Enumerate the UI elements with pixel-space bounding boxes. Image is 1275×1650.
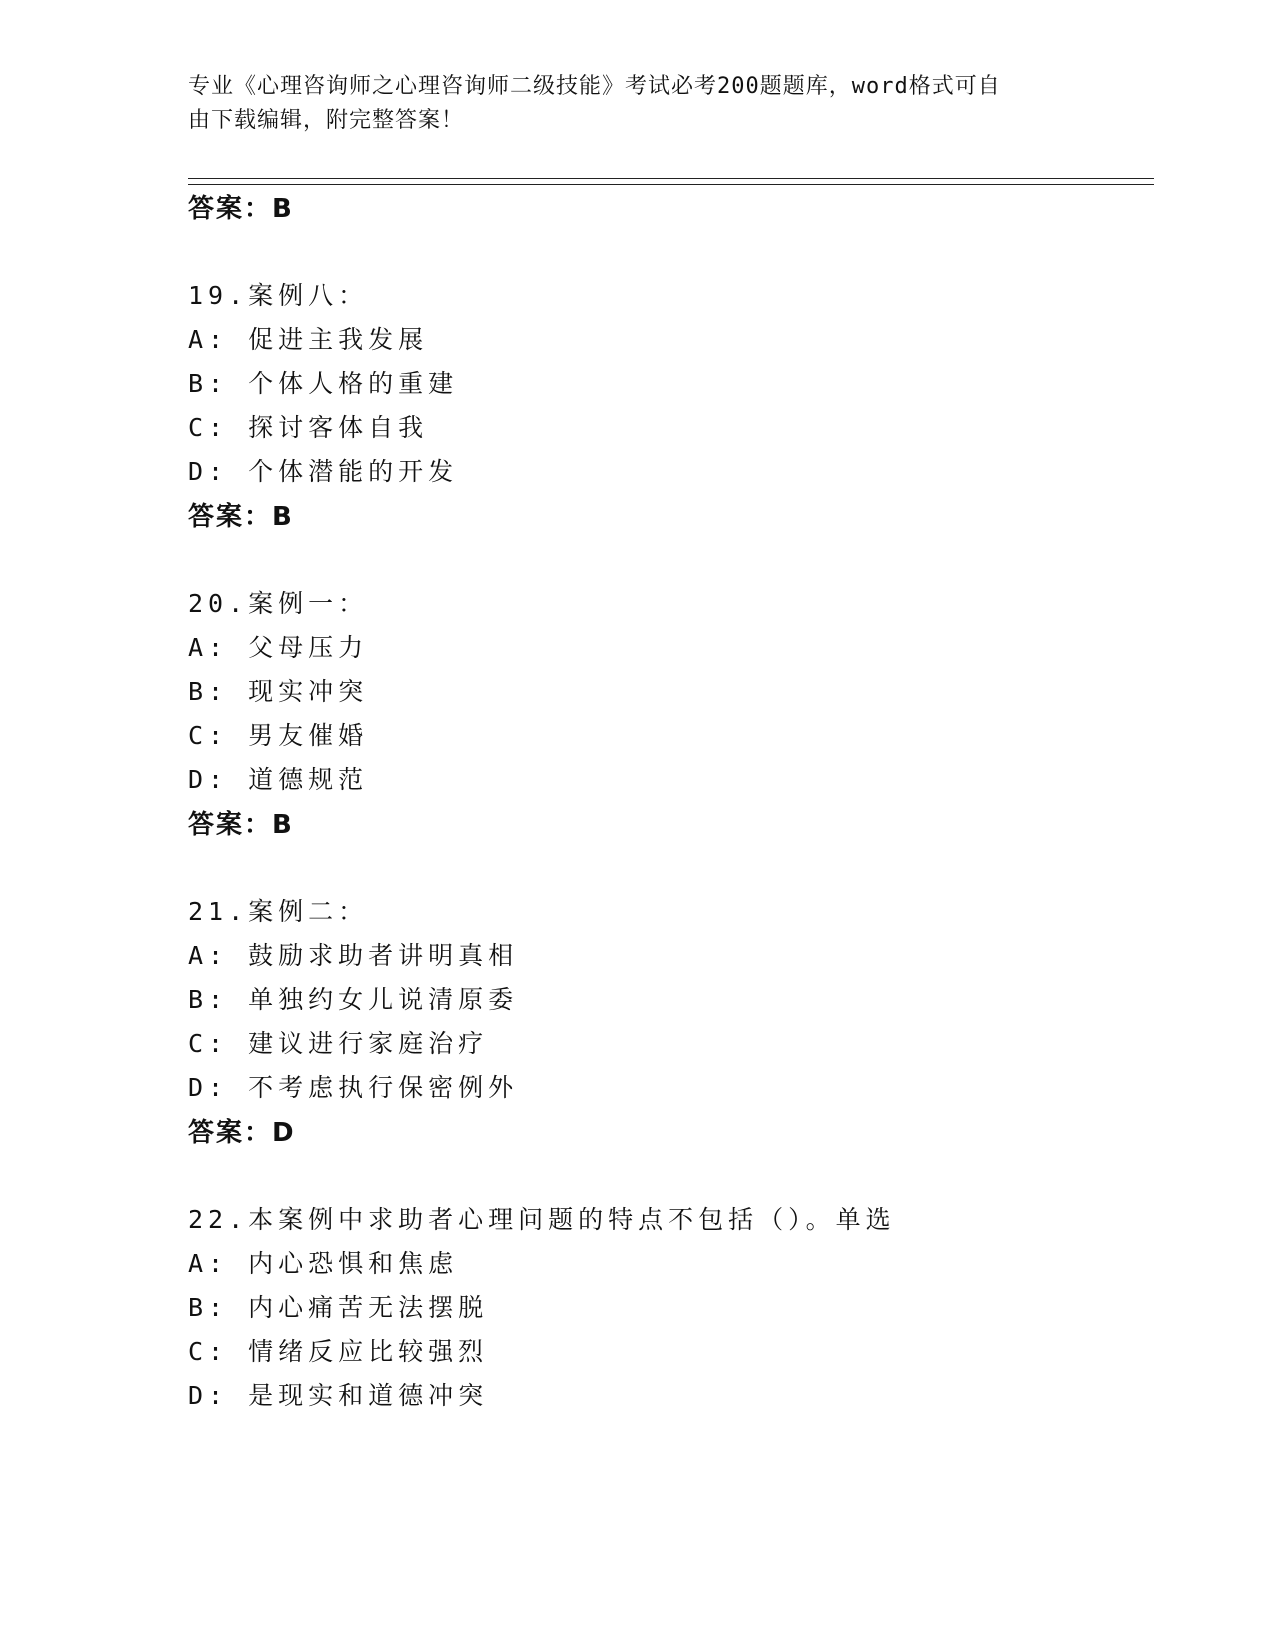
question-20-option-b: B: 现实冲突 <box>188 677 369 706</box>
question-21-option-b: B: 单独约女儿说清原委 <box>188 985 519 1014</box>
question-22-option-c: C: 情绪反应比较强烈 <box>188 1337 489 1366</box>
question-22-option-b: B: 内心痛苦无法摆脱 <box>188 1293 489 1322</box>
header-divider-bottom <box>188 184 1154 185</box>
header-line-2: 由下载编辑，附完整答案！ <box>188 108 465 133</box>
question-20-option-d: D: 道德规范 <box>188 765 369 794</box>
question-19-option-c: C: 探讨客体自我 <box>188 413 429 442</box>
question-20: 20.案例一： <box>188 589 369 618</box>
question-19: 19.案例八： <box>188 281 369 310</box>
question-20-option-c: C: 男友催婚 <box>188 721 369 750</box>
question-21-answer: 答案：D <box>188 1118 296 1148</box>
header-line-1: 专业《心理咨询师之心理咨询师二级技能》考试必考200题题库，word格式可自 <box>188 74 1001 99</box>
question-22-option-a: A: 内心恐惧和焦虑 <box>188 1249 459 1278</box>
question-21-option-d: D: 不考虑执行保密例外 <box>188 1073 519 1102</box>
header-divider-top <box>188 178 1154 179</box>
question-22: 22.本案例中求助者心理问题的特点不包括（）。单选 <box>188 1205 896 1234</box>
question-21-option-c: C: 建议进行家庭治疗 <box>188 1029 489 1058</box>
question-20-option-a: A: 父母压力 <box>188 633 369 662</box>
question-19-option-b: B: 个体人格的重建 <box>188 369 459 398</box>
document-header <box>188 70 1068 138</box>
question-19-option-d: D: 个体潜能的开发 <box>188 457 459 486</box>
question-21: 21.案例二： <box>188 897 369 926</box>
question-19-answer: 答案：B <box>188 502 294 532</box>
question-20-answer: 答案：B <box>188 810 294 840</box>
question-19-option-a: A: 促进主我发展 <box>188 325 429 354</box>
question-22-option-d: D: 是现实和道德冲突 <box>188 1381 489 1410</box>
answer-label: 答案：B <box>188 194 294 224</box>
question-21-option-a: A: 鼓励求助者讲明真相 <box>188 941 519 970</box>
